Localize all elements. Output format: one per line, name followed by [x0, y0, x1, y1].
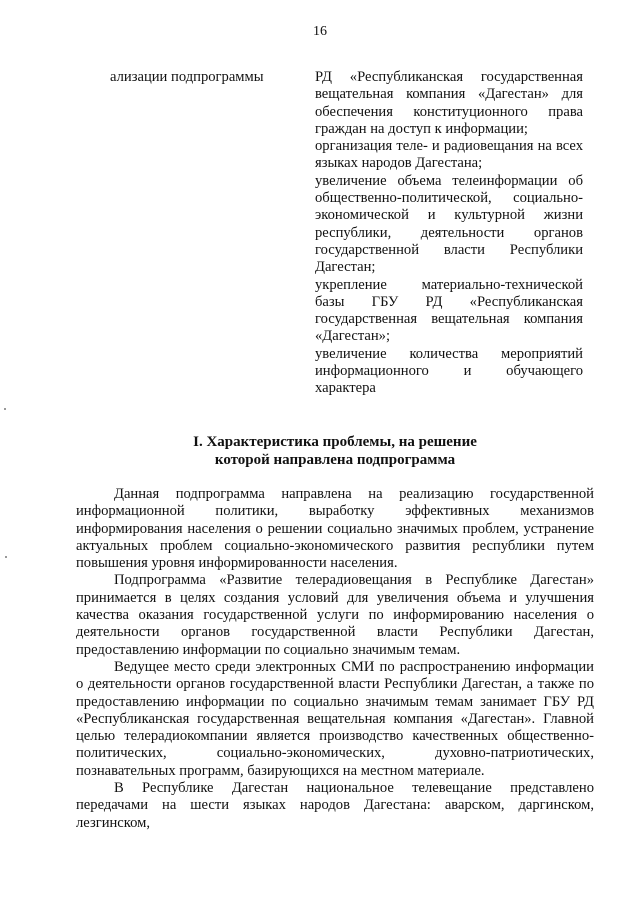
paragraph: Подпрограмма «Развитие телерадиовещания в Республике Дагестан» принимается в целях создания условий для увеличения объема и улучшения качества оказания государственной услуги по информированию населения о деятельности органов государственной власти Республики Дагестан, предоставлению информации по социально значимым темам. — [76, 572, 594, 658]
table-left-cell: ализации подпрограммы — [110, 69, 264, 85]
table-item: укрепление материально-технической базы ГБУ РД «Республиканская государственная вещательная компания «Дагестан»; — [315, 276, 583, 345]
body-text — [76, 486, 594, 832]
paragraph: Данная подпрограмма направлена на реализацию государственной информационной политики, выработку эффективных механизмов информирования населения о решении социально значимых проблем, устранение актуальных проблем социально-экономического развития республики путем повышения уровня информированности населения. — [76, 486, 594, 572]
section-heading-line-2: которой направлена подпрограмма — [214, 452, 456, 468]
page-number: 16 — [313, 24, 327, 39]
table-item: увеличение количества мероприятий информационного и обучающего характера — [315, 345, 583, 397]
paragraph: В Республике Дагестан национальное телевещание представлено передачами на шести языках народов Дагестана: аварском, даргинском, лезгинском, — [76, 780, 594, 831]
table-right-cell — [315, 69, 583, 398]
scan-speck — [5, 556, 7, 558]
table-item: увеличение объема телеинформации об общественно-политической, социально-экономической и культурной жизни республики, деятельности органов государственной власти Республики Дагестан; — [315, 172, 583, 276]
paragraph: Ведущее место среди электронных СМИ по распространению информации о деятельности органов государственной власти Республики Дагестан, а также по предоставлению информации по социально значимым темам занимает ГБУ РД «Республиканская государственная вещательная компания «Дагестан». Главной целью телерадиокомпании является производство качественных общественно-политических, социально-экономических, духовно-патриотических, познавательных программ, базирующихся на местном материале. — [76, 658, 594, 779]
section-heading-line-1: I. Характеристика проблемы, на решение — [193, 434, 477, 450]
table-item: организация теле- и радиовещания на всех языках народов Дагестана; — [315, 138, 583, 172]
table-item: РД «Республиканская государственная вещательная компания «Дагестан» для обеспечения конституционного права граждан на доступ к информации; — [315, 69, 583, 137]
section-heading — [150, 433, 520, 469]
scan-speck — [4, 408, 6, 410]
